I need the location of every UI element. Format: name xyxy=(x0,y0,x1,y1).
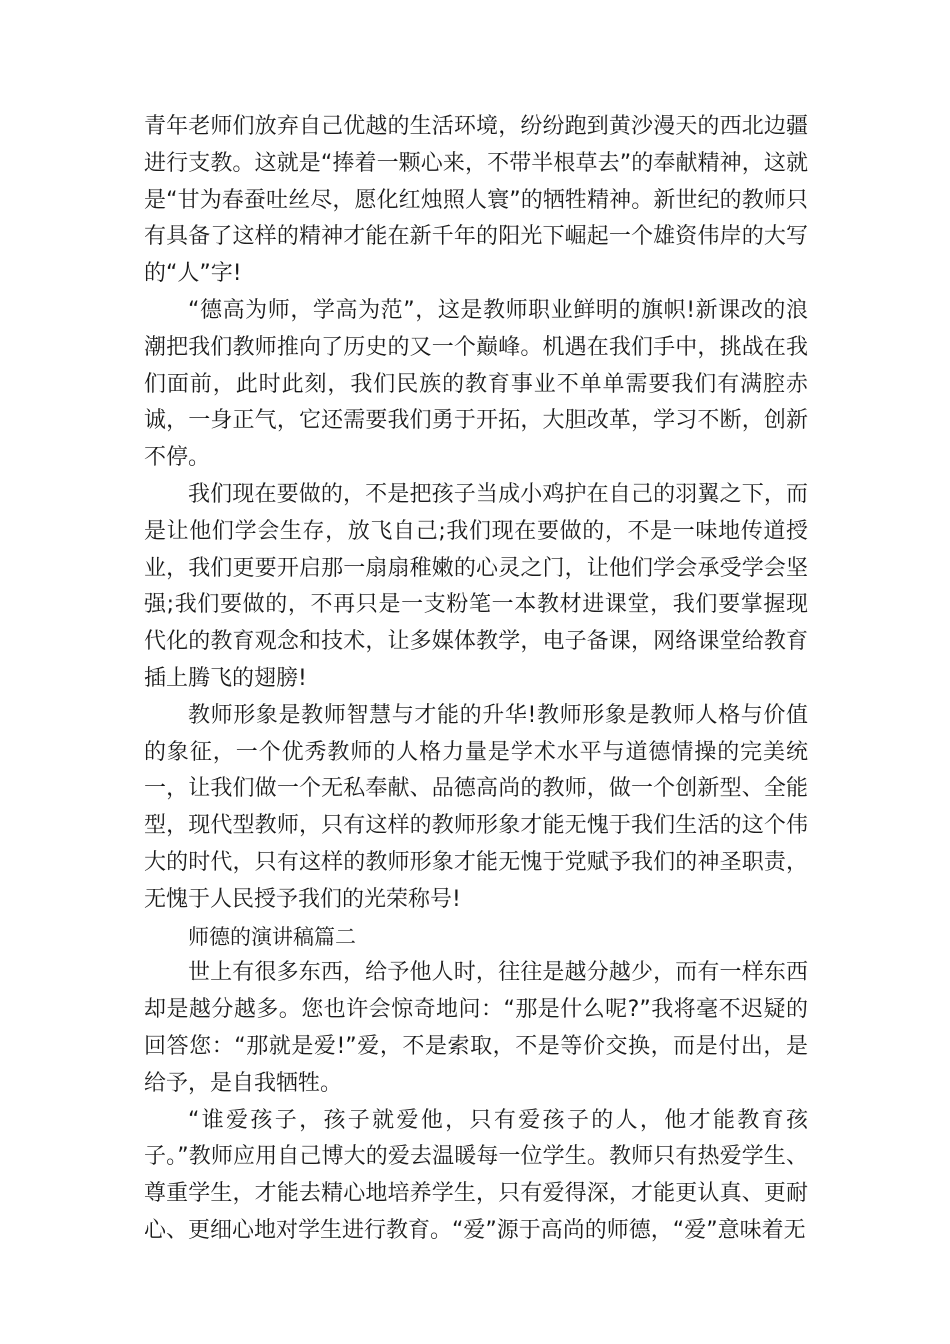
paragraph-2: “德高为师，学高为范”，这是教师职业鲜明的旗帜!新课改的浪潮把我们教师推向了历史的又一个巅峰。机遇在我们手中，挑战在我们面前，此时此刻，我们民族的教育事业不单单需要我们有满腔赤诚，一身正气，它还需要我们勇于开拓，大胆改革，学习不断，创新不停。 xyxy=(144,297,808,471)
paragraph-1: 青年老师们放弃自己优越的生活环境，纷纷跑到黄沙漫天的西北边疆进行支教。这就是“捧着一颗心来，不带半根草去”的奉献精神，这就是“甘为春蚕吐丝尽，愿化红烛照人寰”的牺牲精神。新世纪的教师只有具备了这样的精神才能在新千年的阳光下崛起一个雄资伟岸的大写的“人”字! xyxy=(144,114,808,287)
paragraph-4: 教师形象是教师智慧与才能的升华!教师形象是教师人格与价值的象征，一个优秀教师的人格力量是学术水平与道德情操的完美统一，让我们做一个无私奉献、品德高尚的教师，做一个创新型、全能型，现代型教师，只有这样的教师形象才能无愧于我们生活的这个伟大的时代，只有这样的教师形象才能无愧于党赋予我们的神圣职责，无愧于人民授予我们的光荣称号! xyxy=(144,702,808,912)
section-heading: 师德的演讲稿篇二 xyxy=(188,924,356,949)
paragraph-5: 世上有很多东西，给予他人时，往往是越分越少，而有一样东西却是越分越多。您也许会惊奇地问：“那是什么呢?”我将毫不迟疑的回答您：“那就是爱!”爱，不是索取，不是等价交换，而是付出，是给予，是自我牺牲。 xyxy=(144,960,808,1096)
paragraph-6: “谁爱孩子，孩子就爱他，只有爱孩子的人，他才能教育孩子。”教师应用自己博大的爱去温暖每一位学生。教师只有热爱学生、尊重学生，才能去精心地培养学生，只有爱得深，才能更认真、更耐心、更细心地对学生进行教育。“爱”源于高尚的师德，“爱”意味着无 xyxy=(144,1107,808,1243)
document-page xyxy=(144,109,808,1250)
paragraph-3: 我们现在要做的，不是把孩子当成小鸡护在自己的羽翼之下，而是让他们学会生存，放飞自己;我们现在要做的，不是一味地传道授业，我们更要开启那一扇扇稚嫩的心灵之门，让他们学会承受学会坚强;我们要做的，不再只是一支粉笔一本教材进课堂，我们要掌握现代化的教育观念和技术，让多媒体教学，电子备课，网络课堂给教育插上腾飞的翅膀! xyxy=(144,481,808,691)
